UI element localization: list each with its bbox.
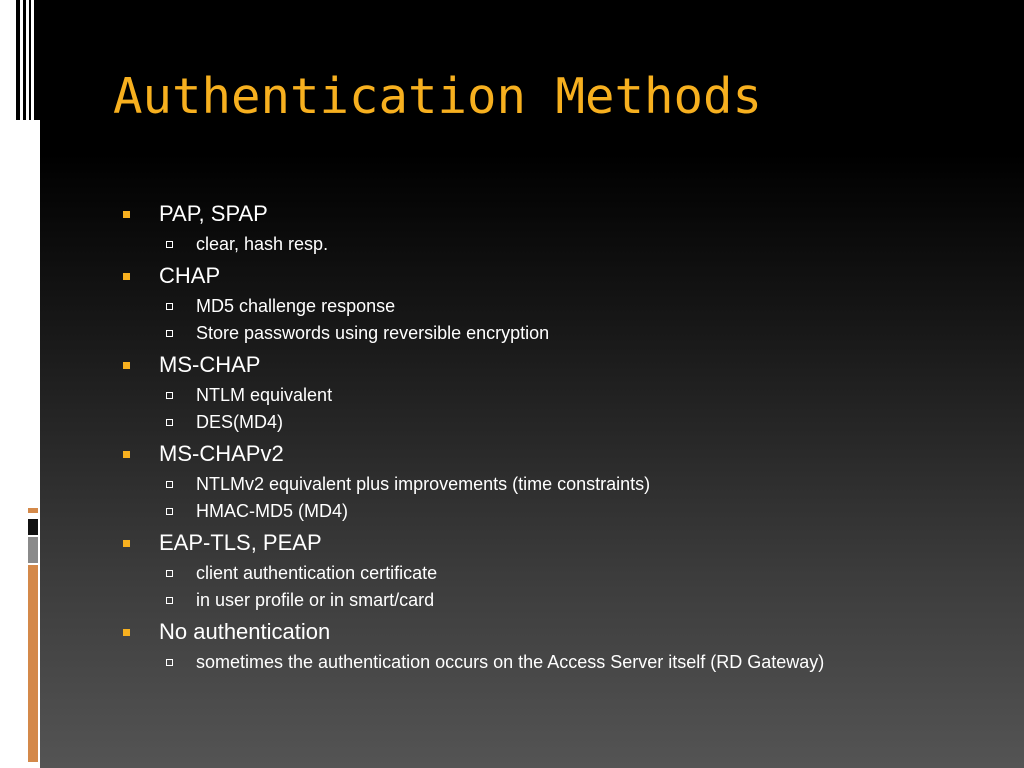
sub-item-label: MD5 challenge response	[196, 296, 396, 316]
list-item	[120, 440, 1000, 525]
item-label: CHAP	[159, 263, 221, 288]
bullet-list	[120, 200, 1000, 676]
square-bullet-icon	[123, 540, 130, 547]
decorative-vertical-lines	[16, 0, 40, 120]
decorative-line	[16, 0, 20, 120]
sub-item-label: clear, hash resp.	[196, 234, 329, 254]
hollow-square-bullet-icon	[166, 330, 173, 337]
decorative-line	[23, 0, 26, 120]
decorative-bar	[28, 565, 38, 762]
square-bullet-icon	[123, 451, 130, 458]
list-item	[120, 200, 1000, 258]
decorative-line	[29, 0, 31, 120]
item-label: PAP, SPAP	[159, 201, 268, 226]
sub-item	[120, 293, 1000, 320]
sub-item-label: Store passwords using reversible encryption	[196, 323, 550, 343]
sub-item	[120, 587, 1000, 614]
sub-item	[120, 409, 1000, 436]
sub-item	[120, 320, 1000, 347]
list-item	[120, 351, 1000, 436]
decorative-bar	[28, 537, 38, 563]
sub-item-label: in user profile or in smart/card	[196, 590, 435, 610]
sub-item-label: HMAC-MD5 (MD4)	[196, 501, 348, 521]
sub-item	[120, 231, 1000, 258]
hollow-square-bullet-icon	[166, 508, 173, 515]
square-bullet-icon	[123, 362, 130, 369]
decorative-bar	[28, 508, 38, 513]
item-label: EAP-TLS, PEAP	[159, 530, 322, 555]
hollow-square-bullet-icon	[166, 597, 173, 604]
hollow-square-bullet-icon	[166, 241, 173, 248]
square-bullet-icon	[123, 273, 130, 280]
hollow-square-bullet-icon	[166, 392, 173, 399]
hollow-square-bullet-icon	[166, 481, 173, 488]
sub-item-label: sometimes the authentication occurs on the Access Server itself (RD Gateway)	[196, 652, 825, 672]
hollow-square-bullet-icon	[166, 303, 173, 310]
decorative-bar	[28, 519, 38, 535]
decorative-line	[34, 0, 40, 120]
sub-item-label: NTLM equivalent	[196, 385, 333, 405]
list-item	[120, 618, 1000, 676]
item-label: No authentication	[159, 619, 331, 644]
square-bullet-icon	[123, 629, 130, 636]
item-label: MS-CHAP	[159, 352, 261, 377]
list-item	[120, 529, 1000, 614]
sub-item	[120, 382, 1000, 409]
square-bullet-icon	[123, 211, 130, 218]
sub-item	[120, 649, 1000, 676]
hollow-square-bullet-icon	[166, 659, 173, 666]
hollow-square-bullet-icon	[166, 419, 173, 426]
item-label: MS-CHAPv2	[159, 441, 284, 466]
sub-item-label: DES(MD4)	[196, 412, 284, 432]
sub-item	[120, 560, 1000, 587]
list-item	[120, 262, 1000, 347]
sub-item	[120, 471, 1000, 498]
hollow-square-bullet-icon	[166, 570, 173, 577]
left-decorative-strip	[0, 0, 40, 768]
sub-item	[120, 498, 1000, 525]
sub-item-label: NTLMv2 equivalent plus improvements (time constraints)	[196, 474, 651, 494]
sub-item-label: client authentication certificate	[196, 563, 438, 583]
slide-title: Authentication Methods	[113, 68, 763, 125]
